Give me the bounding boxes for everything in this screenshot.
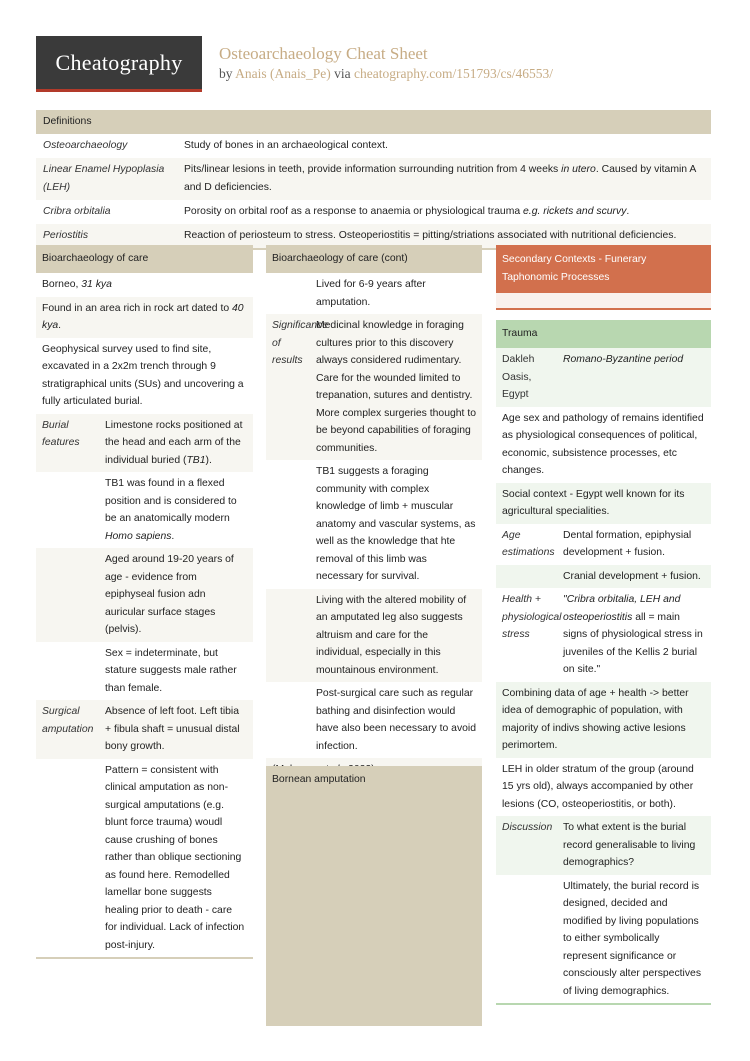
definitions-heading: Definitions bbox=[36, 110, 711, 134]
definition-row bbox=[36, 134, 711, 158]
value-text: TB1 was found in a flexed position and is considered to be an anatomically modern bbox=[105, 478, 237, 524]
table-row bbox=[266, 682, 482, 758]
value-text: ). bbox=[205, 454, 212, 466]
definition-term: Linear Enamel Hypoplasia (LEH) bbox=[43, 164, 165, 193]
bioarchaeology-of-care-cont-box bbox=[266, 245, 482, 784]
definition-text bbox=[177, 200, 711, 224]
fact-text: . bbox=[58, 320, 62, 331]
row-value: Aged around 19-20 years of age - evidence from epiphyseal fusion adn auricular surface stages (pelvis). bbox=[105, 554, 234, 635]
table-row bbox=[36, 548, 253, 642]
bornean-amputation-box bbox=[266, 766, 482, 1026]
definition-term: Cribra orbitalia bbox=[43, 206, 111, 217]
box-body bbox=[496, 293, 711, 310]
row-value: Sex = indeterminate, but stature suggests male rather than female. bbox=[105, 647, 237, 694]
table-row bbox=[266, 314, 482, 460]
by-label: by bbox=[219, 66, 236, 81]
definition-text-italic: in utero bbox=[561, 164, 596, 175]
row-value: Romano-Byzantine period bbox=[563, 354, 684, 365]
box-heading: Trauma bbox=[496, 320, 711, 348]
table-row bbox=[496, 875, 711, 1006]
row-key: Dakleh Oasis, Egypt bbox=[502, 354, 535, 400]
row-key bbox=[266, 682, 312, 758]
row-value: Pattern = consistent with clinical amputation as non-surgical amputations (e.g. blunt force trauma) woudl cause crushing of bones rather than oblique sectioning as found here. Remodelled lamellar bone suggests healing prior to death - care for individual. Lack of infection post-injury. bbox=[105, 764, 245, 951]
definition-row bbox=[36, 158, 711, 200]
row-key bbox=[266, 273, 312, 314]
definition-text-part: . bbox=[626, 206, 630, 217]
definition-row bbox=[36, 200, 711, 224]
right-column bbox=[496, 245, 711, 1005]
table-row bbox=[496, 588, 711, 682]
value-text-italic: Homo sapiens bbox=[105, 530, 172, 542]
definition-text: Reaction of periosteum to stress. Osteoperiostitis = pitting/striations associated with nutritional deficiencies. bbox=[184, 230, 677, 241]
definition-text-italic: e.g. rickets and scurvy bbox=[523, 206, 627, 217]
row-value: Dental formation, epiphysial development + fusion. bbox=[563, 529, 692, 558]
row-value: Cranial development + fusion. bbox=[563, 570, 701, 582]
definition-term: Osteoarchaeology bbox=[43, 140, 128, 151]
row-value: Living with the altered mobility of an amputated leg also suggests altruism and care for the individual, especially in this mountainous environment. bbox=[316, 594, 467, 676]
value-text-italic: "Cribra orbitalia, LEH and osteoperiostitis bbox=[563, 594, 681, 623]
fact-text: Found in an area rich in rock art dated to bbox=[42, 302, 233, 314]
fact-row: Combining data of age + health -> better idea of demographic of population, with majority of indivs showing active lesions perimortem. bbox=[496, 682, 711, 758]
definition-text-part: . Caused by vitamin A and D deficiencies. bbox=[184, 164, 696, 193]
table-row bbox=[36, 642, 253, 701]
row-key bbox=[36, 548, 101, 642]
row-value: Absence of left foot. Left tibia + fibula shaft = unusual distal bony growth. bbox=[105, 706, 240, 752]
definitions-table bbox=[36, 134, 711, 250]
row-key: Discussion bbox=[502, 822, 553, 833]
row-key: Surgical amputation bbox=[42, 706, 94, 735]
row-key bbox=[36, 759, 101, 958]
secondary-contexts-box bbox=[496, 245, 711, 310]
definitions-section bbox=[36, 110, 711, 250]
trauma-box bbox=[496, 320, 711, 1005]
table-row bbox=[36, 472, 253, 548]
table-row bbox=[36, 759, 253, 960]
row-value bbox=[101, 414, 253, 473]
definition-text: Study of bones in an archaeological context. bbox=[184, 140, 388, 151]
bioarchaeology-of-care-box bbox=[36, 245, 253, 959]
row-value: Ultimately, the burial record is designed, decided and modified by living populations to either symbolically represent significance or consciously alter perspectives of living demographics. bbox=[563, 880, 702, 997]
box-heading: Bornean amputation bbox=[272, 774, 366, 785]
row-key bbox=[36, 472, 101, 548]
fact-row: Social context - Egypt well known for its agricultural specialities. bbox=[496, 483, 711, 524]
row-key bbox=[266, 460, 312, 589]
row-key bbox=[266, 589, 312, 683]
row-key: Significance of results bbox=[272, 320, 329, 366]
author-link[interactable]: Anais (Anais_Pe) bbox=[235, 66, 331, 81]
fact-row bbox=[36, 273, 253, 297]
box-heading: Bioarchaeology of care bbox=[36, 245, 253, 273]
cheatography-logo[interactable] bbox=[36, 36, 202, 92]
byline bbox=[219, 66, 553, 82]
fact-row: Age sex and pathology of remains identified as physiological consequences of political, economic, subsistence processes, etc changes. bbox=[502, 412, 704, 476]
row-key: Burial features bbox=[42, 419, 80, 448]
fact-text-italic: 31 kya bbox=[81, 279, 112, 290]
table-row bbox=[266, 273, 482, 314]
box-heading: Bioarchaeology of care (cont) bbox=[266, 245, 482, 273]
row-key bbox=[36, 642, 101, 701]
fact-text-italic: 40 kya bbox=[42, 302, 244, 331]
via-label: via bbox=[330, 66, 354, 81]
table-row bbox=[496, 348, 711, 407]
row-value bbox=[559, 588, 711, 682]
table-row bbox=[266, 589, 482, 683]
table-row bbox=[496, 816, 711, 875]
fact-row bbox=[36, 297, 253, 338]
row-value: Lived for 6-9 years after amputation. bbox=[316, 279, 426, 308]
table-row bbox=[496, 565, 711, 589]
row-value bbox=[101, 472, 253, 548]
definition-term: Periostitis bbox=[43, 230, 89, 241]
value-text: Limestone rocks positioned at the head and each arm of the individual buried ( bbox=[105, 419, 243, 466]
row-key bbox=[496, 565, 559, 589]
value-text-italic: TB1 bbox=[186, 454, 206, 466]
row-key bbox=[496, 875, 559, 1004]
value-text: all = main signs of physiological stress in juveniles of the Kellis 2 burial on site." bbox=[563, 611, 703, 675]
box-heading: Secondary Contexts - Funerary Taphonomic Processes bbox=[496, 245, 711, 293]
row-value: TB1 suggests a foraging community with complex knowledge of limb + muscular anatomy and vascular systems, as well as the knowledge that hte removal of this limb was necessary for survival. bbox=[316, 466, 476, 582]
page-title: Osteoarchaeology Cheat Sheet bbox=[219, 44, 428, 63]
row-value: To what extent is the burial record generalisable to living demographics? bbox=[563, 822, 696, 868]
table-row bbox=[496, 524, 711, 565]
row-value: Post-surgical care such as regular bathing and disinfection would have also been necessary to avoid infection. bbox=[316, 688, 477, 752]
row-key: Age estimations bbox=[502, 529, 555, 558]
logo-text: Cheatography bbox=[55, 49, 183, 75]
sheet-url-link[interactable]: cheatography.com/151793/cs/46553/ bbox=[354, 66, 553, 81]
fact-row: Geophysical survey used to find site, excavated in a 2x2m trench through 9 stratigraphical units (SUs) and uncovering a fully articulated burial. bbox=[42, 343, 244, 407]
table-row bbox=[36, 414, 253, 473]
row-value: Medicinal knowledge in foraging cultures prior to this discovery always considered rudimentary. Care for the wounded limited to trepanation, sutures and dentistry. More complex surgeries thought to be beyond capabilities of foraging communities. bbox=[316, 320, 476, 454]
definition-text bbox=[177, 158, 711, 200]
definition-text-part: Porosity on orbital roof as a response to anaemia or physiological trauma bbox=[184, 206, 524, 217]
table-row bbox=[36, 700, 253, 759]
table-row bbox=[266, 460, 482, 589]
row-key: Health + physiological stress bbox=[502, 594, 562, 640]
fact-row: LEH in older stratum of the group (around 15 yrs old), always accompanied by other lesions (CO, osteoperiostitis, or both). bbox=[502, 763, 694, 810]
value-text: . bbox=[171, 530, 175, 542]
definition-text-part: Pits/linear lesions in teeth, provide information surrounding nutrition from 4 weeks bbox=[184, 164, 562, 175]
fact-text: Borneo, bbox=[42, 279, 82, 290]
